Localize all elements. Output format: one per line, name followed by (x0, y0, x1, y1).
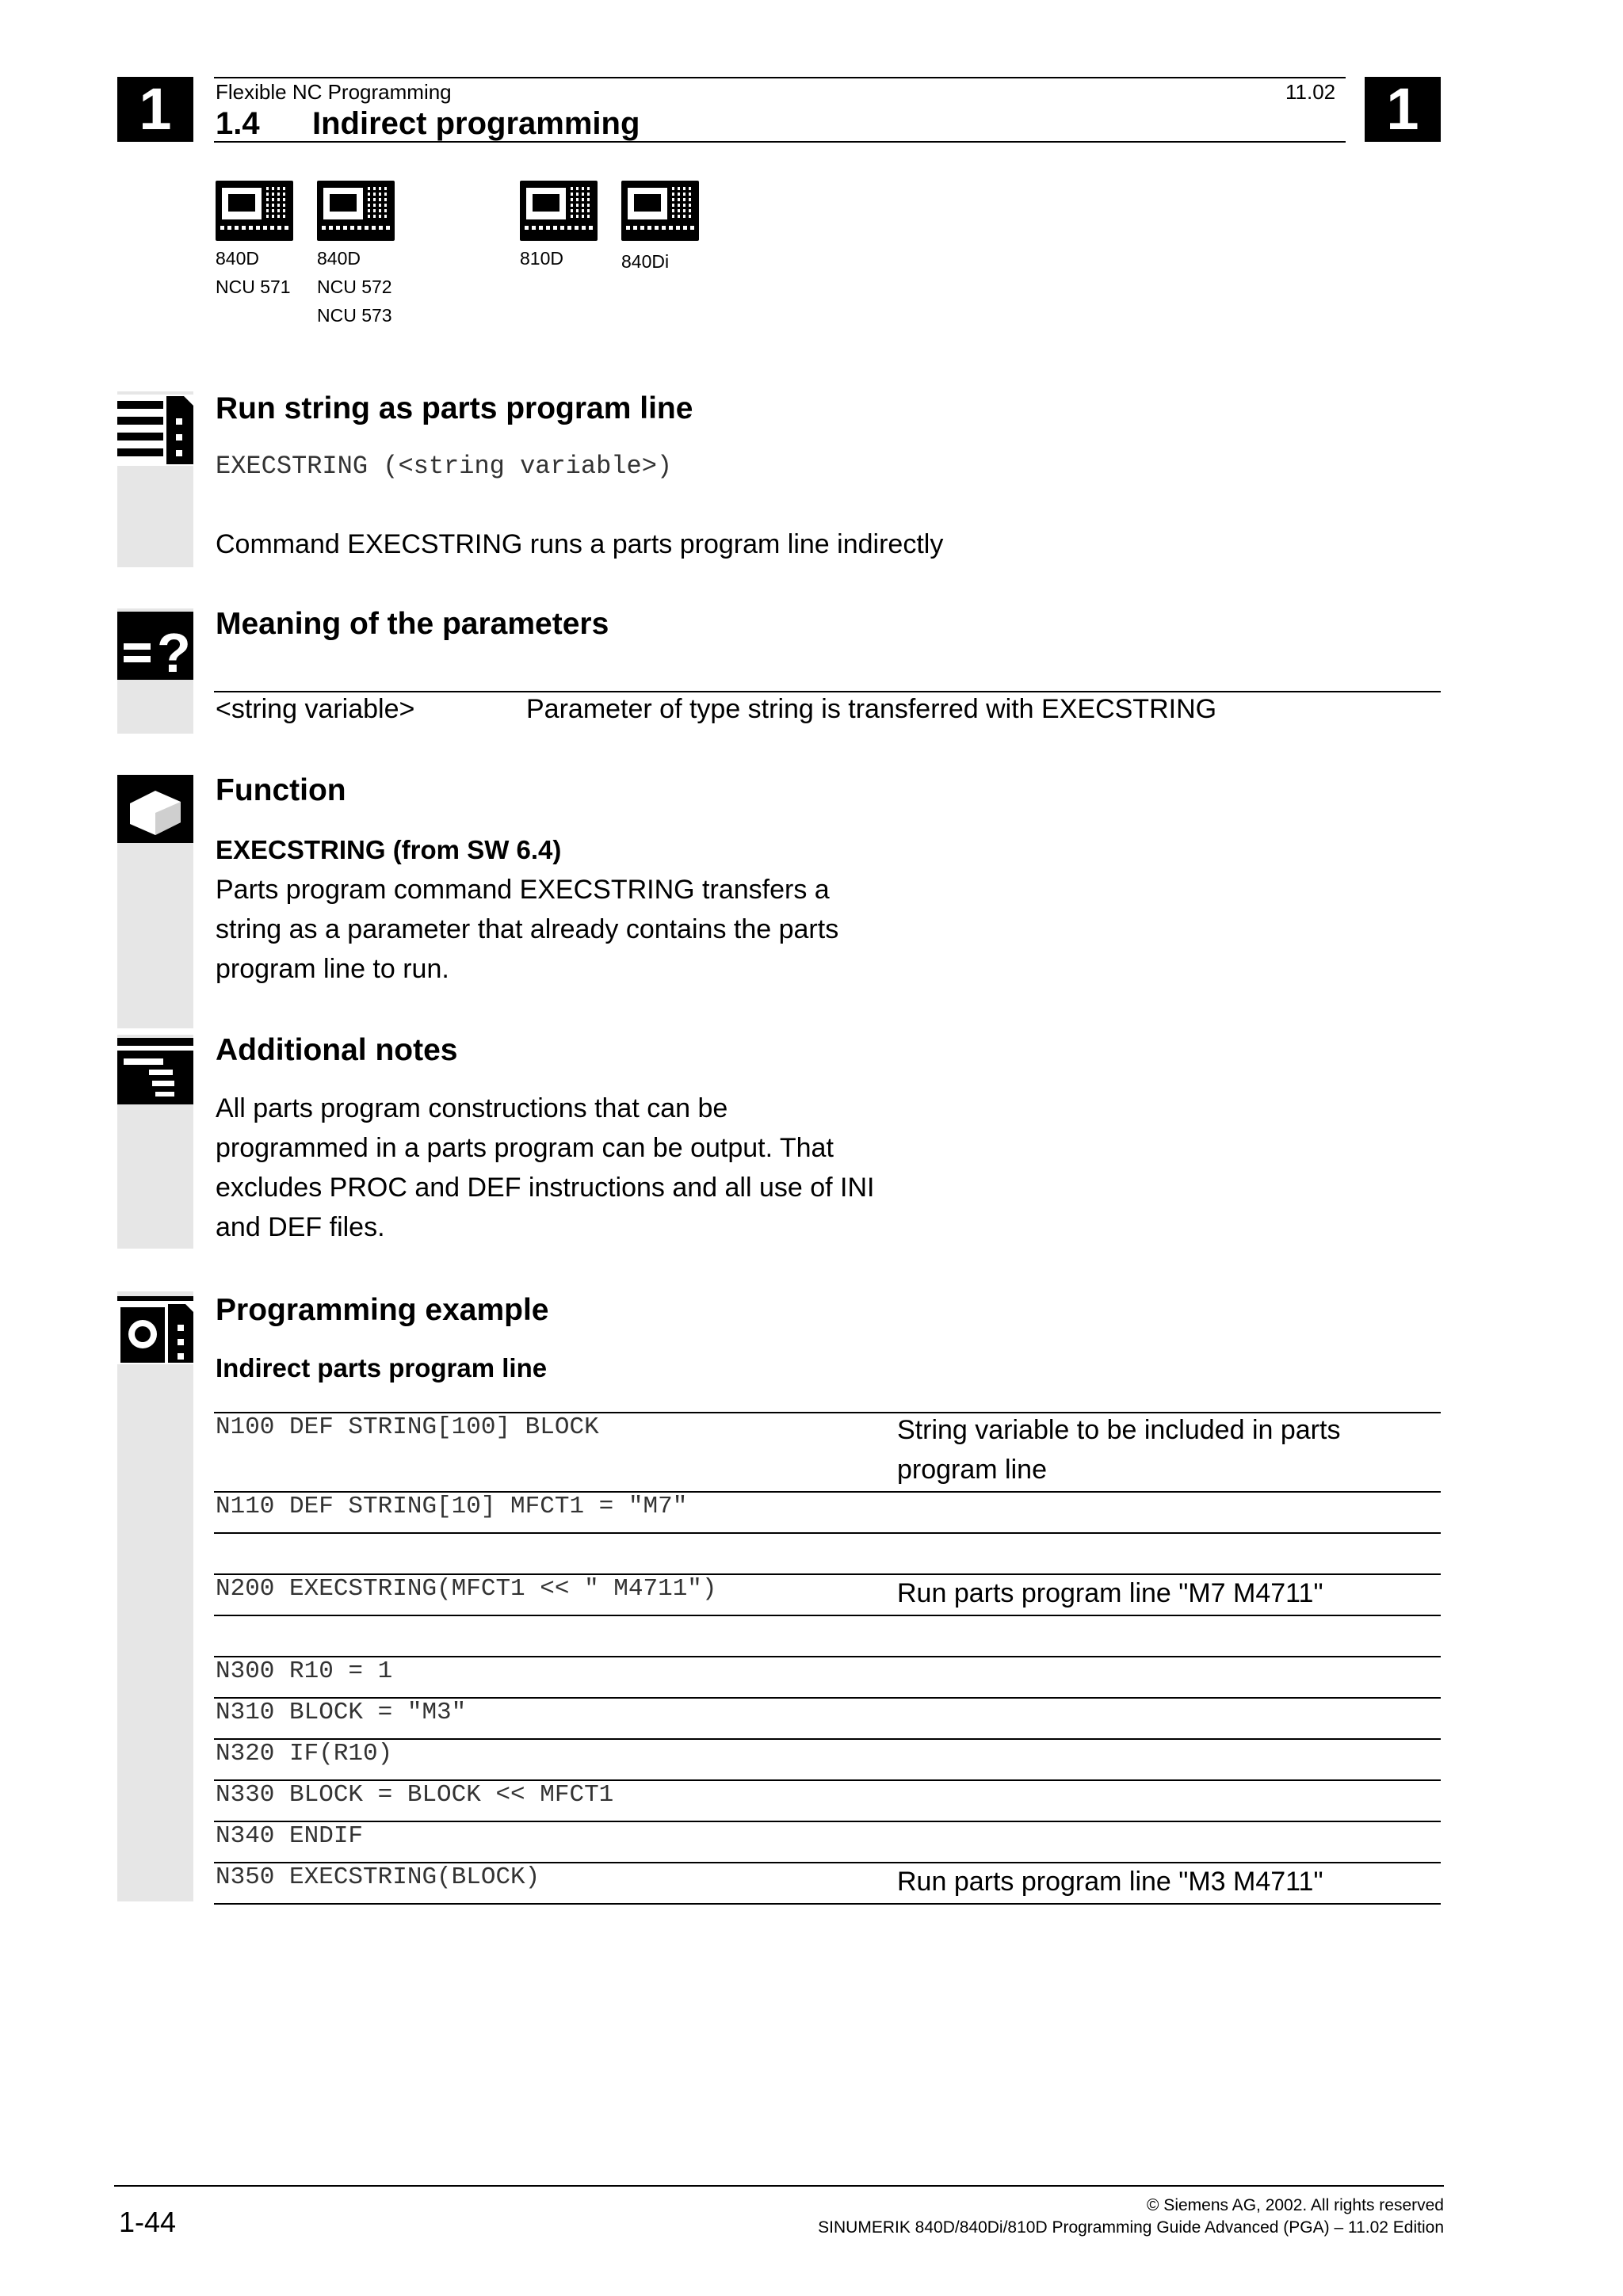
parameter-meaning: Parameter of type string is transferred with EXECSTRING (526, 694, 1217, 724)
table-rule (214, 1532, 1441, 1534)
chapter-badge-left: 1 (117, 77, 193, 142)
header-top-rule (214, 77, 1346, 78)
table-row: N110 DEF STRING[10] MFCT1 = "M7" (216, 1493, 688, 1520)
table-row: N310 BLOCK = "M3" (216, 1699, 467, 1726)
header-bottom-rule (214, 141, 1346, 143)
notes-heading: Additional notes (216, 1033, 458, 1067)
notes-hand-icon (117, 1038, 193, 1104)
row-comment: Run parts program line "M7 M4711" (897, 1578, 1323, 1608)
run-string-heading: Run string as parts program line (216, 391, 693, 425)
section-label: Flexible NC Programming (216, 80, 452, 104)
control-panel-icon (317, 181, 395, 241)
syntax-icon (117, 395, 193, 466)
control-panel-icon (520, 181, 598, 241)
table-rule (214, 1903, 1441, 1905)
table-rule (214, 1656, 1441, 1657)
edition-label: 11.02 (1285, 80, 1336, 104)
function-heading: Function (216, 773, 346, 807)
table-row: N330 BLOCK = BLOCK << MFCT1 (216, 1781, 614, 1809)
book-title: SINUMERIK 840D/840Di/810D Programming Guide Advanced (PGA) – 11.02 Edition (818, 2218, 1444, 2237)
row-comment: Run parts program line "M3 M4711" (897, 1867, 1323, 1897)
function-subheading: EXECSTRING (from SW 6.4) (216, 835, 562, 864)
row-comment: String variable to be included in parts program line (897, 1415, 1341, 1485)
svg-text:?: ? (157, 622, 191, 680)
notes-text: All parts program constructions that can be programmed in a parts program can be output. That excludes PROC and DEF instructions and all use of INI and DEF files. (216, 1093, 875, 1242)
parameters-heading: Meaning of the parameters (216, 607, 609, 641)
footer-rule (114, 2185, 1444, 2187)
example-heading: Programming example (216, 1293, 549, 1327)
margin-bar (117, 1291, 193, 1901)
function-icon (117, 775, 193, 843)
table-row: N320 IF(R10) (216, 1740, 393, 1768)
control-label: 840D NCU 571 (216, 248, 291, 297)
page-number: 1-44 (119, 2206, 177, 2238)
function-text: Parts program command EXECSTRING transfers a string as a parameter that already contains the parts program line to run. (216, 875, 839, 984)
table-row: N350 EXECSTRING(BLOCK) (216, 1863, 540, 1891)
page-title: Indirect programming (312, 106, 640, 141)
parameters-icon (117, 612, 193, 680)
control-label: 810D (520, 248, 563, 269)
control-panel-icon (621, 181, 699, 241)
table-rule (214, 1615, 1441, 1616)
example-icon (117, 1296, 193, 1364)
table-row: N100 DEF STRING[100] BLOCK (216, 1413, 599, 1441)
syntax-line: EXECSTRING (<string variable>) (216, 452, 673, 481)
table-row: N300 R10 = 1 (216, 1657, 393, 1685)
parameter-name: <string variable> (216, 694, 415, 724)
table-rule (214, 1821, 1441, 1822)
chapter-badge-right: 1 (1365, 77, 1441, 142)
table-rule (214, 1738, 1441, 1740)
control-label: 840Di (621, 251, 670, 272)
example-subheading: Indirect parts program line (216, 1353, 548, 1383)
control-panel-icon (216, 181, 293, 241)
copyright: © Siemens AG, 2002. All rights reserved (1147, 2196, 1444, 2214)
section-number: 1.4 (216, 106, 260, 141)
table-row: N340 ENDIF (216, 1822, 364, 1850)
run-string-description: Command EXECSTRING runs a parts program line indirectly (216, 529, 944, 559)
control-label: 840D NCU 572 NCU 573 (317, 248, 392, 326)
table-row: N200 EXECSTRING(MFCT1 << " M4711") (216, 1575, 717, 1603)
